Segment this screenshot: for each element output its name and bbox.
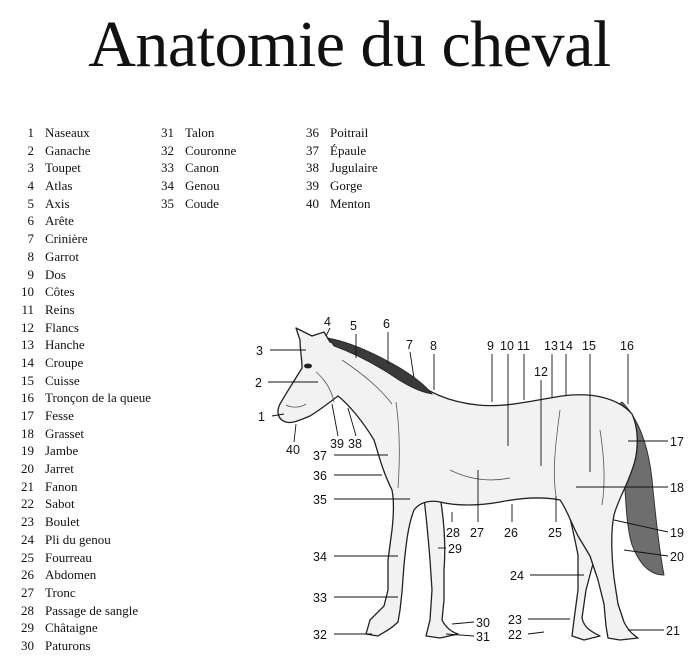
- callout-4: 4: [324, 315, 331, 329]
- legend-label: Garrot: [45, 248, 79, 264]
- legend-number: 12: [21, 319, 34, 335]
- legend-label: Genou: [185, 178, 220, 194]
- callout-15: 15: [582, 339, 596, 353]
- callout-36: 36: [313, 469, 327, 483]
- legend-label: Reins: [45, 301, 75, 317]
- legend-number: 35: [161, 195, 174, 211]
- callout-7: 7: [406, 338, 413, 352]
- legend-number: 2: [27, 142, 34, 158]
- legend-label: Fanon: [45, 478, 78, 494]
- legend-label: Toupet: [45, 160, 81, 176]
- callout-1: 1: [258, 410, 265, 424]
- legend-label: Gorge: [330, 178, 363, 194]
- legend-label: Talon: [185, 125, 215, 140]
- legend-number: 5: [27, 195, 34, 211]
- legend-number: 22: [21, 496, 34, 512]
- legend-label: Atlas: [45, 178, 73, 194]
- callout-8: 8: [430, 339, 437, 353]
- legend-number: 32: [161, 142, 174, 158]
- legend-number: 7: [27, 231, 34, 247]
- callout-25: 25: [548, 526, 562, 540]
- legend-number: 9: [27, 266, 34, 282]
- callout-30: 30: [476, 616, 490, 630]
- legend-label: Hanche: [45, 337, 85, 353]
- legend-number: 21: [21, 478, 34, 494]
- legend-label: Ganache: [45, 142, 91, 158]
- callout-35: 35: [313, 493, 327, 507]
- callout-18: 18: [670, 481, 684, 495]
- legend-label: Cuisse: [45, 372, 80, 388]
- legend-number: 14: [21, 354, 34, 370]
- legend-number: 4: [27, 178, 34, 194]
- legend-number: 15: [21, 372, 34, 388]
- callout-24: 24: [510, 569, 524, 583]
- callout-40: 40: [286, 443, 300, 457]
- callout-32: 32: [313, 628, 327, 642]
- legend-label: Châtaigne: [45, 620, 98, 636]
- legend-number: 1: [27, 125, 34, 140]
- legend-label: Jugulaire: [330, 160, 378, 176]
- callout-11: 11: [517, 339, 530, 353]
- legend-label: Paturons: [45, 637, 91, 653]
- legend-label: Côtes: [45, 284, 75, 300]
- legend-number: 36: [306, 125, 319, 140]
- legend-number: 28: [21, 602, 34, 618]
- legend-number: 18: [21, 425, 34, 441]
- far-fore-leg: [424, 496, 458, 638]
- callout-20: 20: [670, 550, 684, 564]
- legend-label: Dos: [45, 266, 66, 282]
- callout-16: 16: [620, 339, 634, 353]
- legend-label: Crinière: [45, 231, 88, 247]
- callout-9: 9: [487, 339, 494, 353]
- legend-label: Tronc: [45, 584, 76, 600]
- legend-number: 26: [21, 567, 34, 583]
- legend-number: 40: [306, 195, 319, 211]
- legend-number: 34: [161, 178, 174, 194]
- legend-number: 29: [21, 620, 34, 636]
- callout-2: 2: [255, 376, 262, 390]
- legend-label: Couronne: [185, 142, 237, 158]
- legend-number: 30: [21, 637, 34, 653]
- legend-number: 27: [21, 584, 34, 600]
- legend-number: 19: [21, 443, 34, 459]
- callout-19: 19: [670, 526, 684, 540]
- legend-number: 8: [27, 248, 34, 264]
- callout-33: 33: [313, 591, 327, 605]
- legend-number: 3: [27, 160, 34, 176]
- legend-label: Fourreau: [45, 549, 92, 565]
- legend-label: Naseaux: [45, 125, 90, 140]
- legend-label: Jarret: [45, 461, 74, 477]
- callout-37: 37: [313, 449, 327, 463]
- legend-label: Flancs: [45, 319, 79, 335]
- callout-28: 28: [446, 526, 460, 540]
- legend-label: Fesse: [45, 408, 74, 423]
- legend-number: 24: [21, 531, 34, 547]
- legend-number: 25: [21, 549, 34, 565]
- legend-number: 23: [21, 514, 34, 530]
- legend-label: Menton: [330, 195, 371, 211]
- legend-number: 17: [21, 408, 34, 423]
- callout-14: 14: [559, 339, 573, 353]
- callout-3: 3: [256, 344, 263, 358]
- legend-label: Épaule: [330, 142, 367, 158]
- legend-label: Sabot: [45, 496, 75, 512]
- callout-38: 38: [348, 437, 362, 451]
- legend-label: Passage de sangle: [45, 602, 139, 618]
- horse-eye: [304, 364, 312, 369]
- legend-number: 33: [161, 160, 174, 176]
- callout-5: 5: [350, 319, 357, 333]
- legend-number: 39: [306, 178, 319, 194]
- callout-27: 27: [470, 526, 484, 540]
- horse-illustration: [278, 328, 664, 640]
- legend-label: Coude: [185, 195, 219, 211]
- legend-label: Canon: [185, 160, 219, 176]
- legend-label: Pli du genou: [45, 531, 111, 547]
- callout-26: 26: [504, 526, 518, 540]
- callout-17: 17: [670, 435, 684, 449]
- legend-number: 6: [27, 213, 34, 229]
- callout-13: 13: [544, 339, 558, 353]
- legend-label: Arête: [45, 213, 74, 229]
- legend-number: 37: [306, 142, 319, 158]
- callout-23: 23: [508, 613, 522, 627]
- legend-label: Abdomen: [45, 567, 97, 583]
- legend-label: Tronçon de la queue: [45, 390, 152, 406]
- legend-number: 13: [21, 337, 34, 353]
- legend-number: 20: [21, 461, 34, 477]
- callout-31: 31: [476, 630, 490, 644]
- legend-label: Grasset: [45, 425, 84, 441]
- callout-22: 22: [508, 628, 522, 642]
- legend-label: Poitrail: [330, 125, 369, 140]
- legend-label: Boulet: [45, 514, 80, 530]
- callout-10: 10: [500, 339, 514, 353]
- legend-label: Croupe: [45, 354, 84, 370]
- page-title: Anatomie du cheval: [88, 8, 611, 81]
- legend-number: 16: [21, 390, 34, 406]
- callout-29: 29: [448, 542, 462, 556]
- legend-number: 31: [161, 125, 174, 140]
- legend-number: 10: [21, 284, 34, 300]
- callout-12: 12: [534, 365, 548, 379]
- callout-39: 39: [330, 437, 344, 451]
- legend-number: 11: [21, 301, 34, 317]
- callout-34: 34: [313, 550, 327, 564]
- legend-label: Axis: [45, 195, 70, 211]
- legend-number: 38: [306, 160, 319, 176]
- legend-label: Jambe: [45, 443, 79, 459]
- callout-21: 21: [666, 624, 680, 638]
- callout-6: 6: [383, 317, 390, 331]
